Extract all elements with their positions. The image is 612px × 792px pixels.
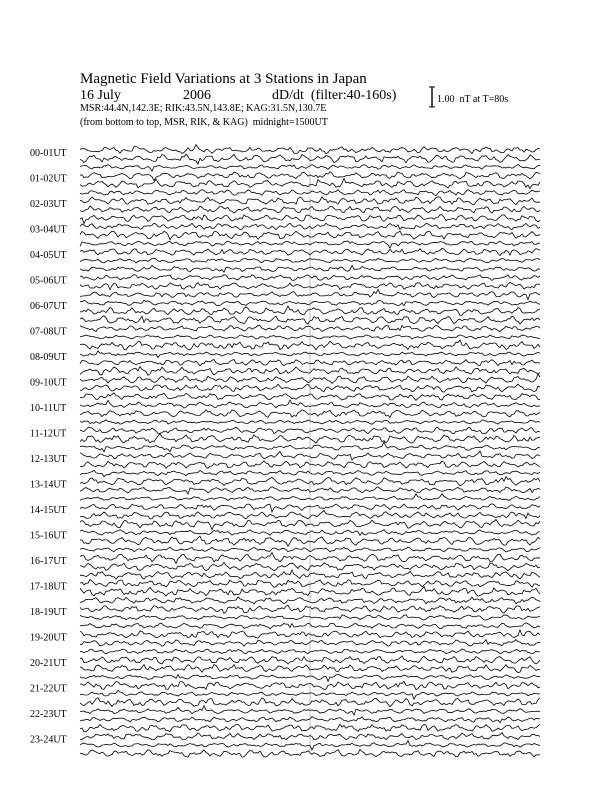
hour-label: 04-05UT	[30, 250, 67, 261]
hour-label: 15-16UT	[30, 530, 67, 542]
chart-year: 2006	[183, 88, 211, 103]
hour-label: 03-04UT	[30, 224, 67, 236]
hour-label: 16-17UT	[30, 556, 67, 567]
chart-title: Magnetic Field Variations at 3 Stations in Japan	[80, 71, 367, 87]
hour-label: 21-22UT	[30, 683, 67, 695]
hour-label: 09-10UT	[30, 377, 67, 389]
hour-label: 14-15UT	[30, 505, 67, 516]
hour-label: 01-02UT	[30, 173, 67, 185]
hour-label: 23-24UT	[30, 734, 67, 746]
chart-component: dD/dt (filter:40-160s)	[272, 88, 397, 103]
hour-label: 00-01UT	[30, 148, 67, 159]
hour-label: 12-13UT	[30, 454, 67, 465]
hour-label: 05-06UT	[30, 275, 67, 287]
hour-label: 11-12UT	[30, 428, 67, 440]
hour-label: 18-19UT	[30, 607, 67, 618]
hour-label: 17-18UT	[30, 581, 67, 593]
trace-order-note: (from bottom to top, MSR, RIK, & KAG) midnight=1500UT	[80, 117, 328, 128]
station-coordinates: MSR:44.4N,142.3E; RIK:43.5N,143.8E; KAG:31.5N,130.7E	[80, 103, 327, 114]
hour-label: 02-03UT	[30, 199, 67, 210]
hour-label: 07-08UT	[30, 326, 67, 338]
hour-label: 06-07UT	[30, 301, 67, 312]
scale-label: 1.00 nT at T=80s	[437, 94, 509, 105]
hour-label: 13-14UT	[30, 479, 67, 491]
hour-label: 22-23UT	[30, 709, 67, 720]
hour-label: 10-11UT	[30, 403, 67, 414]
hour-label: 19-20UT	[30, 632, 67, 644]
hour-label: 20-21UT	[30, 658, 67, 669]
hour-label: 08-09UT	[30, 352, 67, 363]
chart-date: 16 July	[80, 88, 121, 103]
